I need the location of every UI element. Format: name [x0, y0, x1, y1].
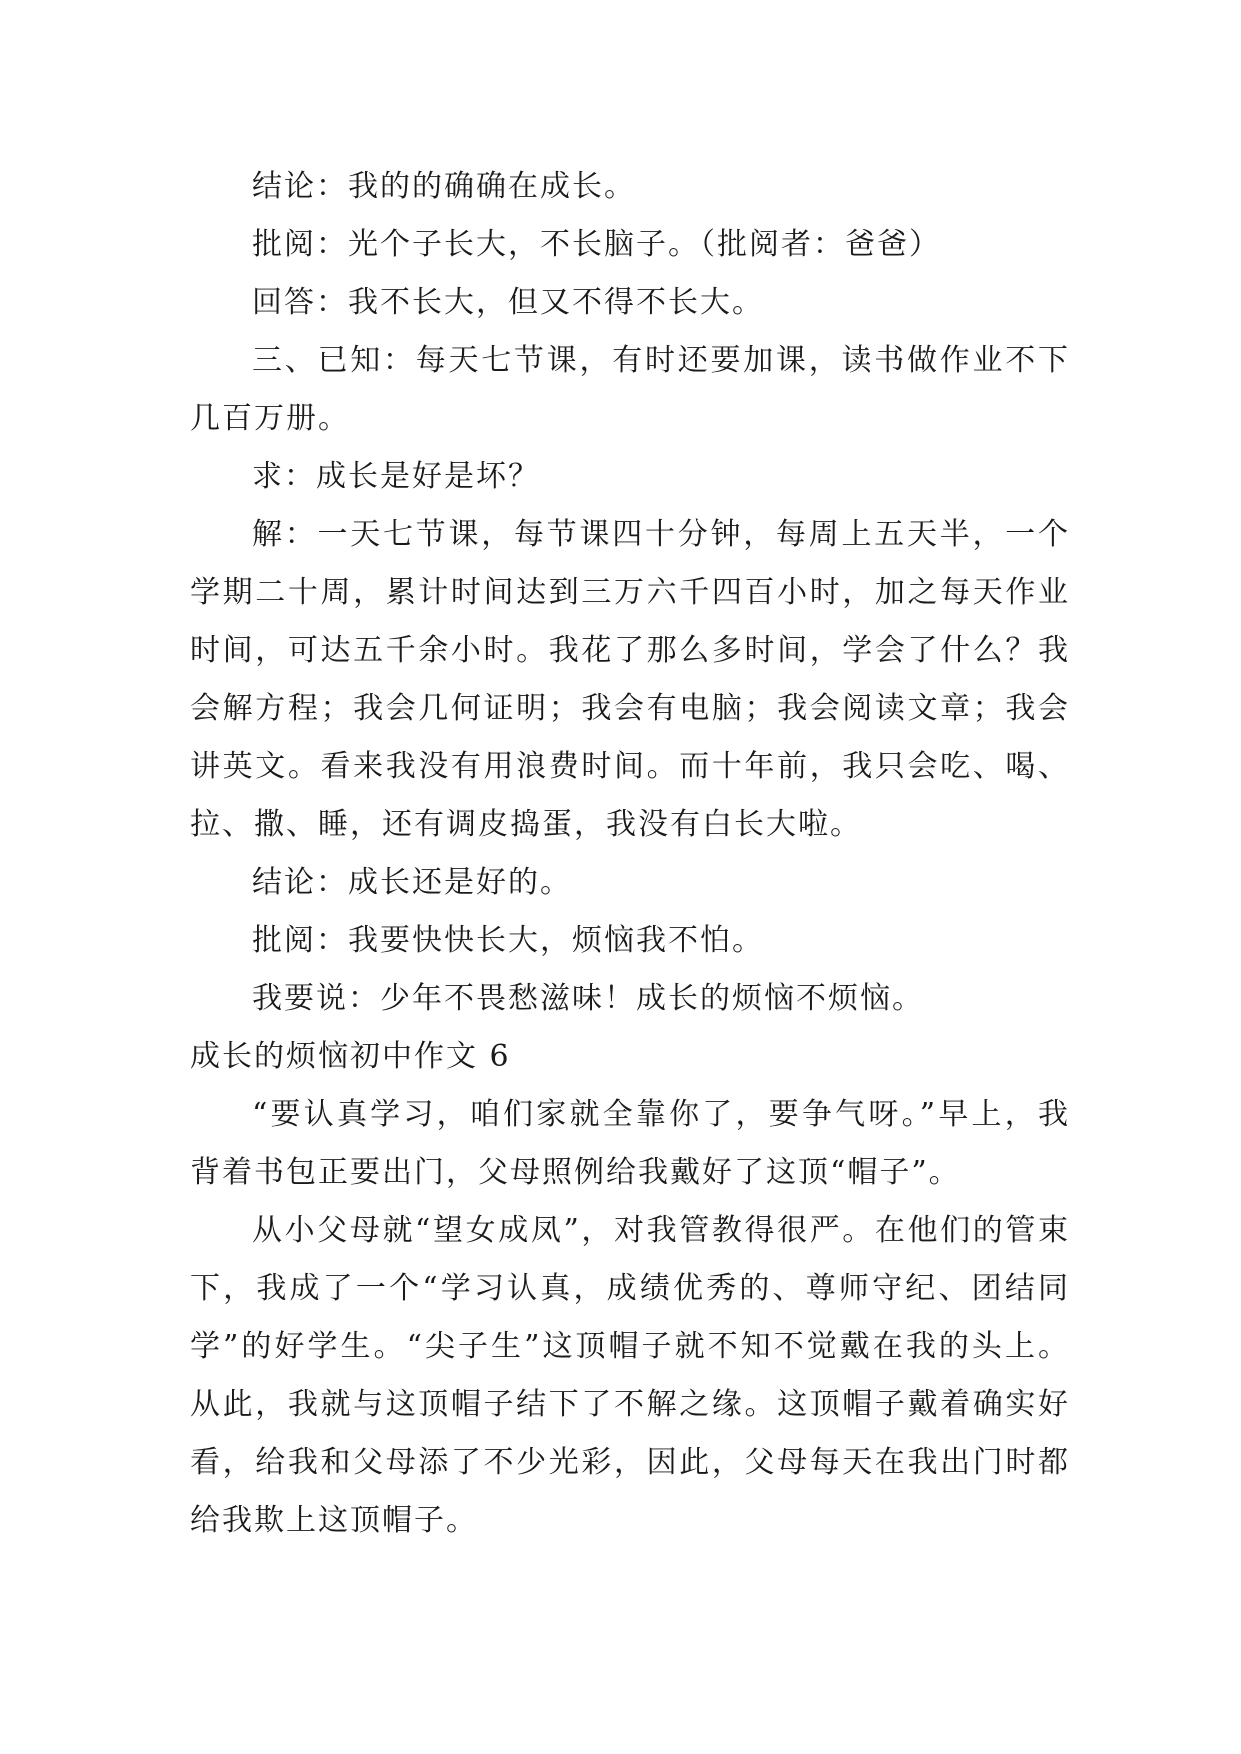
paragraph-conclusion-1: 结论：我的的确确在成长。 [252, 169, 636, 204]
paragraph-conclusion-2: 结论：成长还是好的。 [252, 865, 572, 900]
document-body [190, 158, 1070, 1550]
paragraph-essay-1: “要认真学习，咱们家就全靠你了，要争气呀。”早上，我背着书包正要出门，父母照例给我戴好了这顶“帽子”。 [190, 1097, 1070, 1190]
essay-heading: 成长的烦恼初中作文 6 [190, 1039, 511, 1074]
paragraph-solution: 解：一天七节课，每节课四十分钟，每周上五天半，一个学期二十周，累计时间达到三万六千四百小时，加之每天作业时间，可达五千余小时。我花了那么多时间，学会了什么？我会解方程；我会几何证明；我会有电脑；我会阅读文章；我会讲英文。看来我没有用浪费时间。而十年前，我只会吃、喝、拉、撒、睡，还有调皮捣蛋，我没有白长大啦。 [190, 517, 1070, 842]
paragraph-question: 求：成长是好是坏？ [252, 459, 540, 494]
paragraph-answer: 回答：我不长大，但又不得不长大。 [252, 285, 764, 320]
paragraph-review-2: 批阅：我要快快长大，烦恼我不怕。 [252, 923, 764, 958]
paragraph-i-say: 我要说：少年不畏愁滋味！成长的烦恼不烦恼。 [252, 981, 924, 1016]
paragraph-known-3: 三、已知：每天七节课，有时还要加课，读书做作业不下几百万册。 [190, 343, 1070, 436]
paragraph-essay-2: 从小父母就“望女成凤”，对我管教得很严。在他们的管束下，我成了一个“学习认真，成绩优秀的、尊师守纪、团结同学”的好学生。“尖子生”这顶帽子就不知不觉戴在我的头上。从此，我就与这顶帽子结下了不解之缘。这顶帽子戴着确实好看，给我和父母添了不少光彩，因此，父母每天在我出门时都给我欺上这顶帽子。 [190, 1213, 1070, 1538]
paragraph-review-1: 批阅：光个子长大，不长脑子。（批阅者：爸爸） [252, 227, 941, 262]
